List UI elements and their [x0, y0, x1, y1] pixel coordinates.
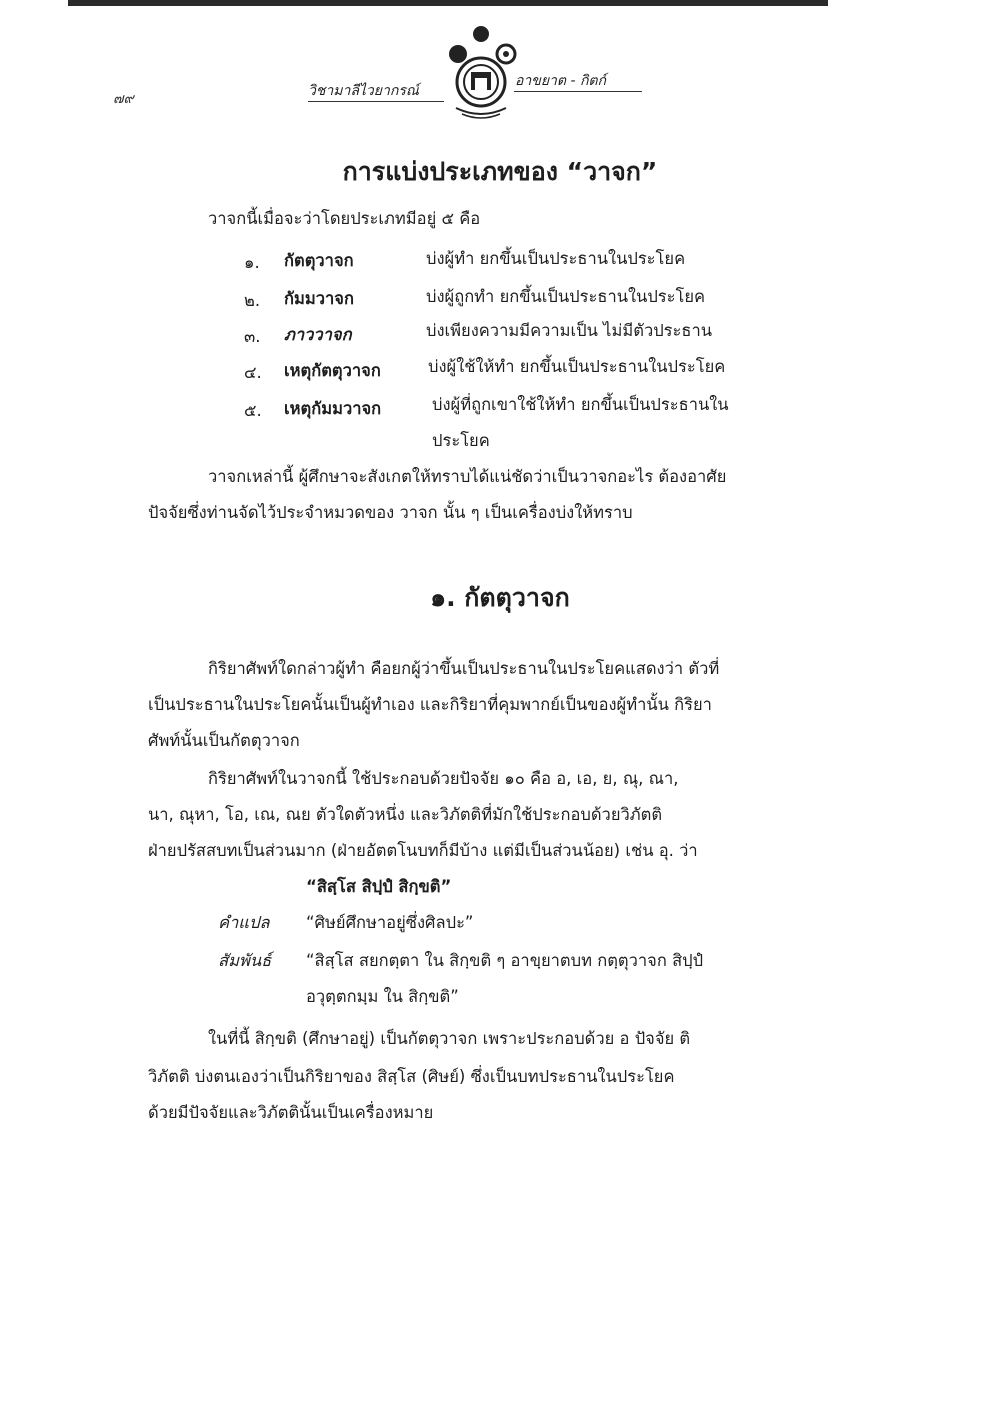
type-description-continued: ประโยค: [432, 431, 490, 450]
type-name: เหตุกัตตุวาจก: [284, 361, 381, 380]
intro-text: วาจกนี้เมื่อจะว่าโดยประเภทมีอยู่ ๕ คือ: [208, 209, 481, 228]
dharma-wheel-emblem-icon: [436, 24, 526, 122]
type-number: ๔.: [244, 363, 262, 382]
paragraph-line: ในที่นี้ สิกฺขติ (ศึกษาอยู่) เป็นกัตตุวาจก เพราะประกอบด้วย อ ปัจจัย ติ: [208, 1029, 691, 1048]
relation-text-continued: อวุตฺตกมฺม ใน สิกฺขติ”: [306, 987, 459, 1006]
translation-text: “ศิษย์ศึกษาอยู่ซึ่งศิลปะ”: [306, 913, 474, 932]
type-description: บ่งผู้ใช้ให้ทำ ยกขึ้นเป็นประธานในประโยค: [428, 357, 726, 376]
paragraph-line: นา, ณุหา, โอ, เณ, ณย ตัวใดตัวหนึ่ง และวิภัตติที่มักใช้ประกอบด้วยวิภัตติ: [148, 805, 663, 824]
translation-label: คำแปล: [218, 913, 270, 932]
paragraph-line: ศัพท์นั้นเป็นกัตตุวาจก: [148, 731, 300, 750]
type-description: บ่งผู้ทำ ยกขึ้นเป็นประธานในประโยค: [426, 249, 686, 268]
header-right-underline: [514, 91, 642, 92]
paragraph-line: วาจกเหล่านี้ ผู้ศึกษาจะสังเกตให้ทราบได้แน่ชัดว่าเป็นวาจกอะไร ต้องอาศัย: [208, 467, 727, 486]
paragraph-line: เป็นประธานในประโยคนั้นเป็นผู้ทำเอง และกิริยาที่คุมพากย์เป็นของผู้ทำนั้น กิริยา: [148, 695, 712, 714]
header-left-label: วิชามาลีไวยากรณ์: [308, 83, 419, 99]
top-scan-border: [68, 0, 828, 6]
type-number: ๓.: [244, 327, 261, 346]
type-number: ๒.: [244, 291, 261, 310]
paragraph-line: กิริยาศัพท์ใดกล่าวผู้ทำ คือยกผู้ว่าขึ้นเป็นประธานในประโยคแสดงว่า ตัวที่: [208, 659, 720, 678]
page-number: ๗๙: [113, 91, 134, 107]
type-description: บ่งเพียงความมีความเป็น ไม่มีตัวประธาน: [426, 321, 713, 340]
type-number: ๑.: [244, 253, 260, 272]
relation-text: “สิสฺโส สยกตฺตา ใน สิกฺขติ ๆ อาขฺยาตบท กตฺตุวาจก สิปฺปํ: [306, 951, 704, 970]
relation-label: สัมพันธ์: [218, 951, 272, 970]
type-description: บ่งผู้ที่ถูกเขาใช้ให้ทำ ยกขึ้นเป็นประธานใน: [432, 395, 729, 414]
page-title: การแบ่งประเภทของ “วาจก”: [342, 157, 658, 186]
type-name: กัตตุวาจก: [284, 251, 354, 270]
paragraph-line: ฝ่ายปรัสสบทเป็นส่วนมาก (ฝ่ายอัตตโนบทก็มีบ้าง แต่มีเป็นส่วนน้อย) เช่น อุ. ว่า: [148, 841, 698, 860]
header-right-label: อาขยาต - กิตก์: [515, 73, 606, 89]
paragraph-line: วิภัตติ บ่งตนเองว่าเป็นกิริยาของ สิสฺโส (ศิษย์) ซึ่งเป็นบทประธานในประโยค: [148, 1067, 675, 1086]
paragraph-line: ด้วยมีปัจจัยและวิภัตตินั้นเป็นเครื่องหมาย: [148, 1103, 434, 1122]
type-number: ๕.: [244, 401, 262, 420]
section-heading: ๑. กัตตุวาจก: [430, 583, 570, 612]
paragraph-line: กิริยาศัพท์ในวาจกนี้ ใช้ประกอบด้วยปัจจัย ๑๐ คือ อ, เอ, ย, ณุ, ณา,: [208, 769, 679, 788]
example-sentence: “สิสฺโส สิปฺปํ สิกฺขติ”: [306, 877, 452, 896]
paragraph-line: ปัจจัยซึ่งท่านจัดไว้ประจำหมวดของ วาจก นั้น ๆ เป็นเครื่องบ่งให้ทราบ: [148, 503, 633, 522]
type-description: บ่งผู้ถูกทำ ยกขึ้นเป็นประธานในประโยค: [426, 287, 706, 306]
type-name: กัมมวาจก: [284, 289, 354, 308]
type-name: ภาววาจก: [284, 325, 352, 344]
type-name: เหตุกัมมวาจก: [284, 399, 382, 418]
header-left-underline: [308, 101, 444, 102]
